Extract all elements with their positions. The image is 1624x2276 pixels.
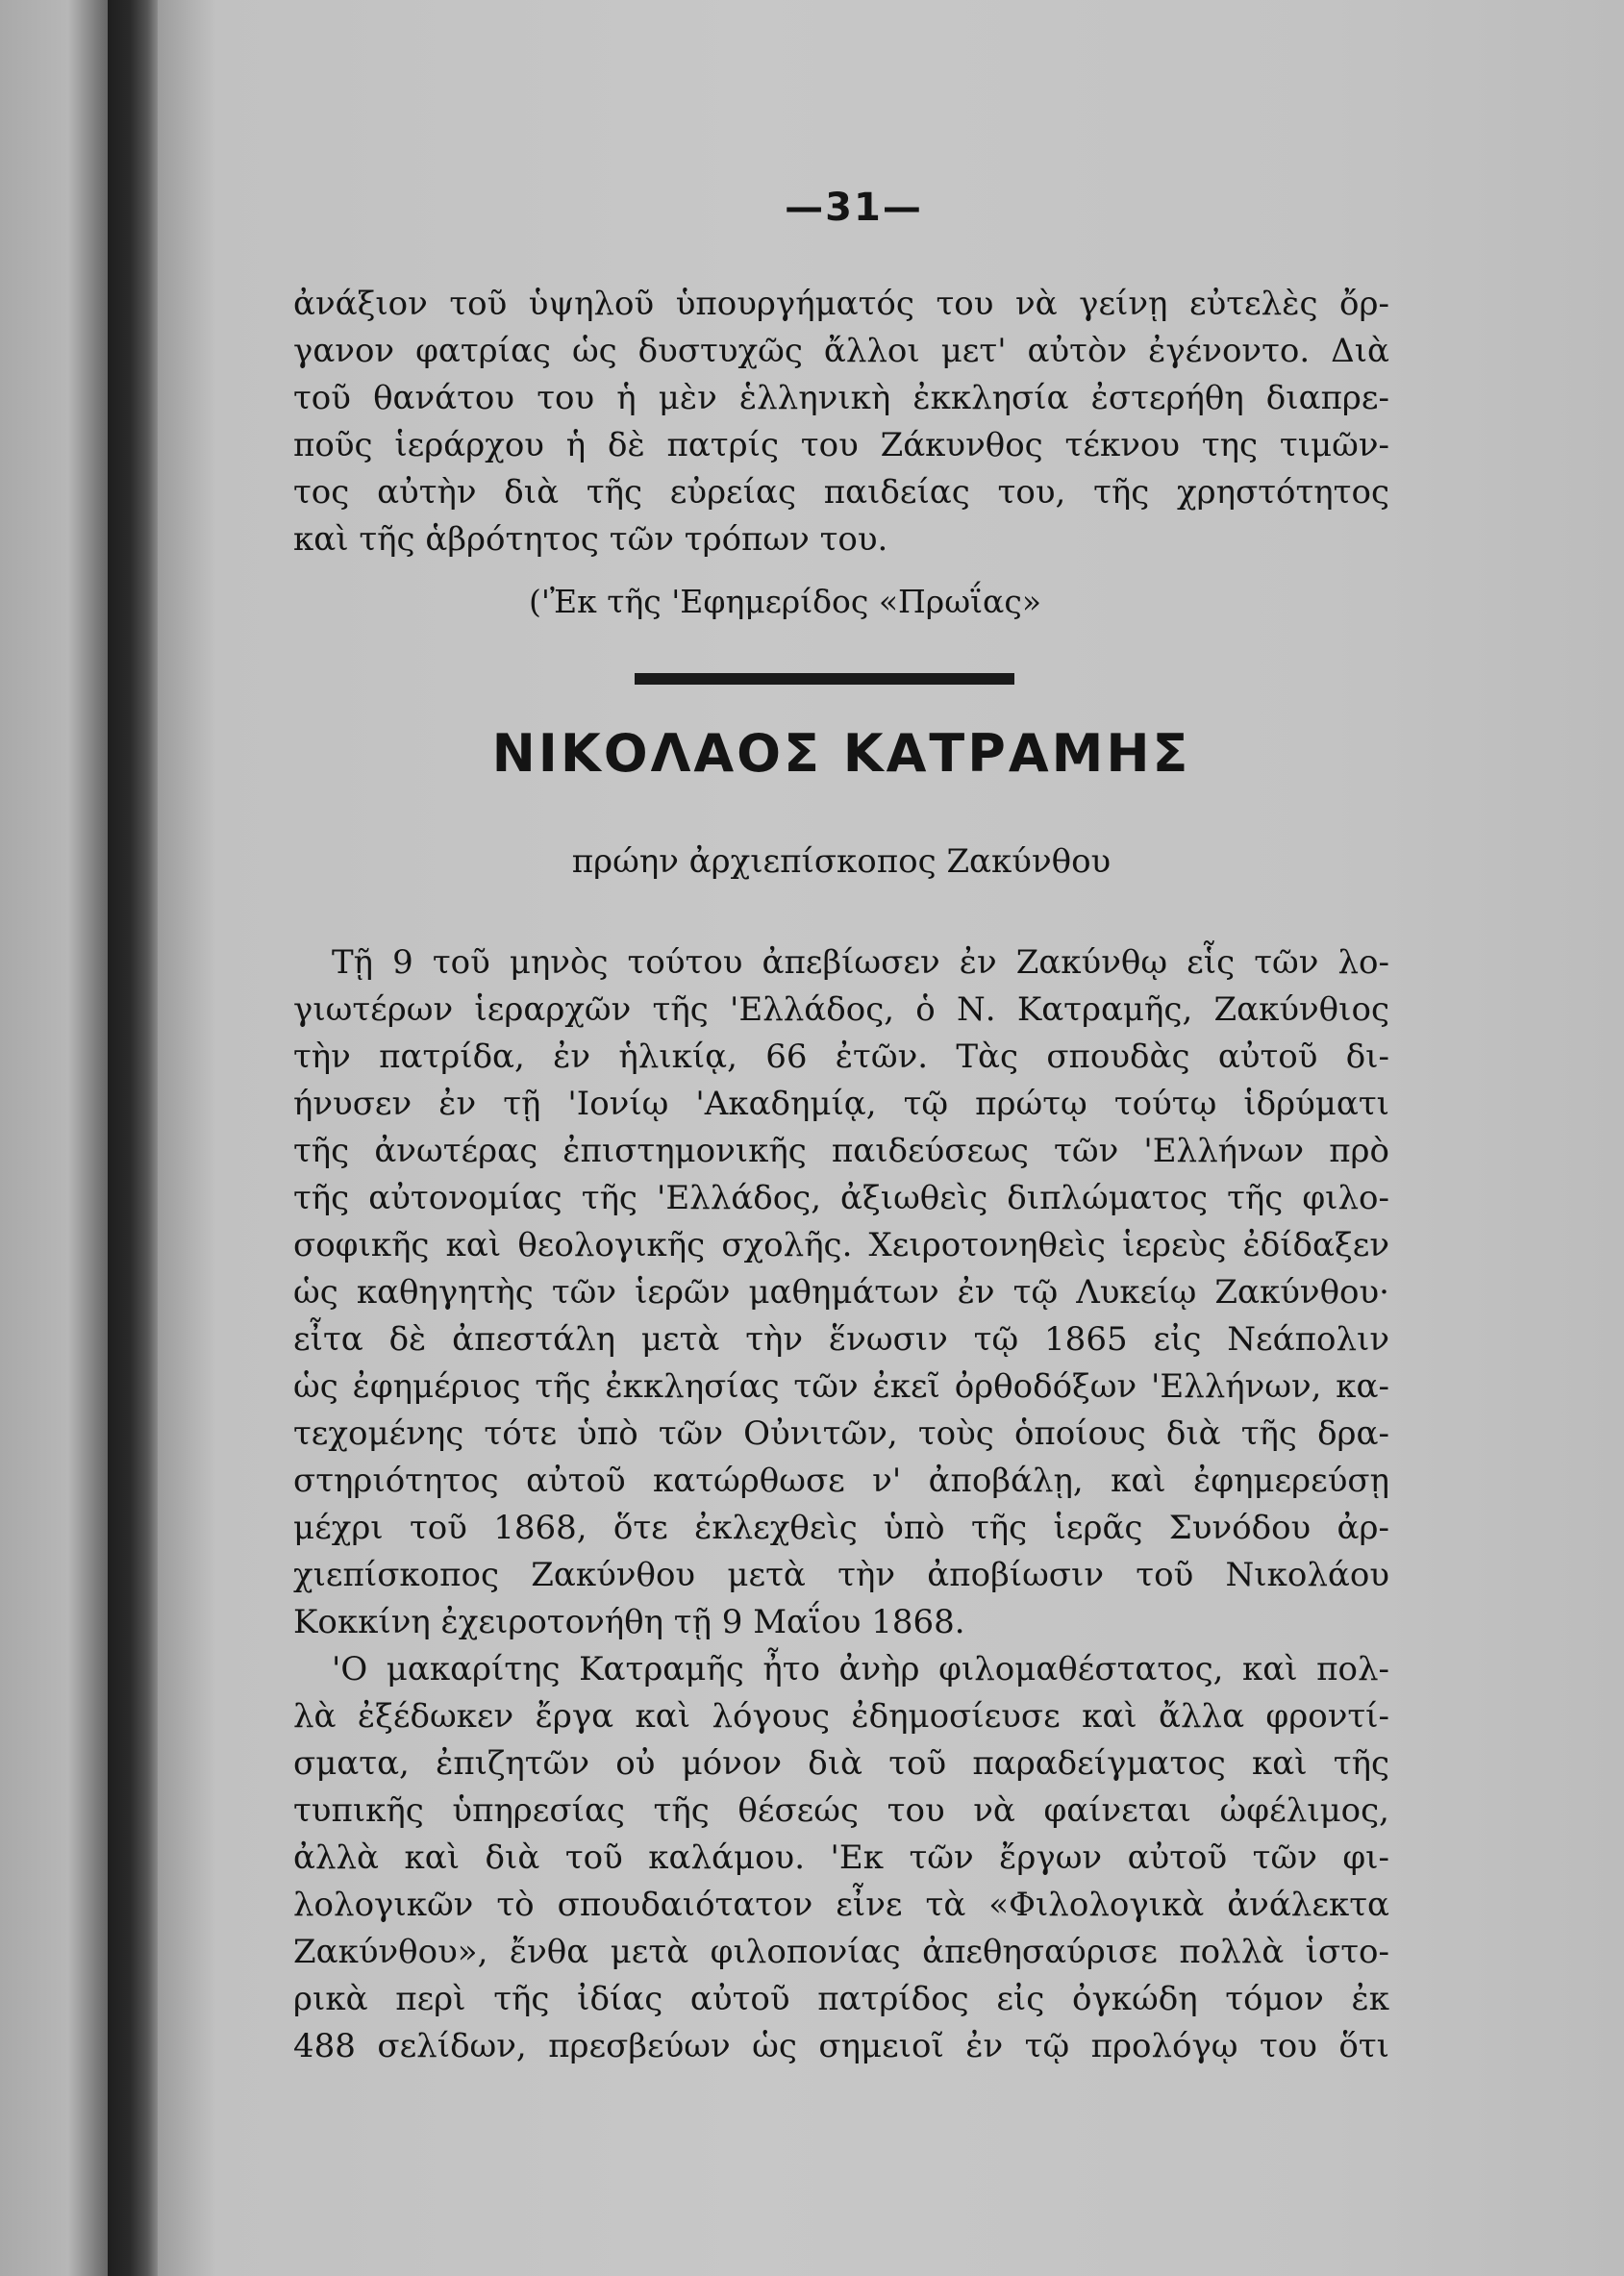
text-line: γανον φατρίας ὡς δυστυχῶς ἄλλοι μετ' αὐτὸν ἐγένοντο. Διὰ (293, 332, 1389, 370)
text-line: σματα, ἐπιζητῶν οὐ μόνον διὰ τοῦ παραδείγματος καὶ τῆς (293, 1744, 1389, 1783)
text-line: 'Ο μακαρίτης Κατραμῆς ἦτο ἀνὴρ φιλομαθέστατος, καὶ πολ- (332, 1650, 1389, 1688)
text-line: σοφικῆς καὶ θεολογικῆς σχολῆς. Χειροτονηθεὶς ἱερεὺς ἐδίδαξεν (293, 1226, 1389, 1264)
text-line: λολογικῶν τὸ σπουδαιότατον εἶνε τὰ «Φιλολογικὰ ἀνάλεκτα (293, 1886, 1389, 1924)
text-line: ὡς ἐφημέριος τῆς ἐκκλησίας τῶν ἐκεῖ ὀρθοδόξων 'Ελλήνων, κα- (293, 1367, 1389, 1406)
text-line: καὶ τῆς ἁβρότητος τῶν τρόπων του. (293, 520, 888, 559)
text-line: ἀλλὰ καὶ διὰ τοῦ καλάμου. 'Εκ τῶν ἔργων αὐτοῦ τῶν φι- (293, 1838, 1389, 1877)
text-line: τυπικῆς ὑπηρεσίας τῆς θέσεώς του νὰ φαίνεται ὠφέλιμος, (293, 1791, 1389, 1830)
text-line: τεχομένης τότε ὑπὸ τῶν Οὐνιτῶν, τοὺς ὁποίους διὰ τῆς δρα- (293, 1414, 1389, 1453)
text-line: γιωτέρων ἱεραρχῶν τῆς 'Ελλάδος, ὁ Ν. Κατραμῆς, Ζακύνθιος (293, 990, 1389, 1029)
article-heading: ΝΙΚΟΛΑΟΣ ΚΑΤΡΑΜΗΣ (491, 723, 1191, 784)
text-line: 488 σελίδων, πρεσβεύων ὡς σημειοῖ ἐν τῷ προλόγῳ του ὅτι (293, 2027, 1389, 2065)
text-line: Τῇ 9 τοῦ μηνὸς τούτου ἀπεβίωσεν ἐν Ζακύνθῳ εἷς τῶν λο- (332, 943, 1389, 982)
book-binding-shadow (108, 0, 158, 2276)
text-line: ήνυσεν ἐν τῇ 'Ιονίῳ 'Ακαδημίᾳ, τῷ πρώτῳ τούτῳ ἱδρύματι (293, 1085, 1389, 1123)
text-line: μέχρι τοῦ 1868, ὅτε ἐκλεχθεὶς ὑπὸ τῆς ἱερᾶς Συνόδου ἀρ- (293, 1509, 1389, 1547)
text-line: τῆς αὐτονομίας τῆς 'Ελλάδος, ἀξιωθεὶς διπλώματος τῆς φιλο- (293, 1179, 1389, 1217)
text-line: ρικὰ περὶ τῆς ἰδίας αὐτοῦ πατρίδος εἰς ὀγκώδη τόμον ἐκ (293, 1980, 1389, 2018)
page-number: —31— (785, 186, 923, 230)
source-citation: ('Ἐκ τῆς 'Εφημερίδος «Πρωΐας» (529, 583, 1042, 620)
text-line: Ζακύνθου», ἔνθα μετὰ φιλοπονίας ἀπεθησαύρισε πολλὰ ἱστο- (293, 1933, 1389, 1971)
text-line: στηριότητος αὐτοῦ κατώρθωσε ν' ἀποβάλῃ, καὶ ἐφημερεύσῃ (293, 1462, 1389, 1500)
text-line: τος αὐτὴν διὰ τῆς εὐρείας παιδείας του, τῆς χρηστότητος (293, 473, 1389, 512)
text-line: ὡς καθηγητὴς τῶν ἱερῶν μαθημάτων ἐν τῷ Λυκείῳ Ζακύνθου· (293, 1273, 1389, 1312)
text-line: τὴν πατρίδα, ἐν ἡλικίᾳ, 66 ἐτῶν. Τὰς σπουδὰς αὐτοῦ δι- (293, 1038, 1389, 1076)
section-divider (635, 673, 1014, 685)
text-line: εἶτα δὲ ἀπεστάλη μετὰ τὴν ἕνωσιν τῷ 1865 εἰς Νεάπολιν (293, 1320, 1389, 1359)
text-line: ποῦς ἱεράρχου ἡ δὲ πατρίς του Ζάκυνθος τέκνου της τιμῶν- (293, 426, 1389, 464)
article-subheading: πρώην ἀρχιεπίσκοπος Ζακύνθου (571, 842, 1112, 881)
text-line: χιεπίσκοπος Ζακύνθου μετὰ τὴν ἀποβίωσιν τοῦ Νικολάου (293, 1556, 1389, 1594)
text-line: τῆς ἀνωτέρας ἐπιστημονικῆς παιδεύσεως τῶν 'Ελλήνων πρὸ (293, 1132, 1389, 1170)
scan-margin (0, 0, 113, 2276)
text-line: ἀνάξιον τοῦ ὑψηλοῦ ὑπουργήματός του νὰ γείνῃ εὐτελὲς ὄρ- (293, 285, 1389, 323)
text-line: τοῦ θανάτου του ἡ μὲν ἑλληνικὴ ἐκκλησία ἐστερήθη διαπρε- (293, 379, 1389, 417)
text-line: λὰ ἐξέδωκεν ἔργα καὶ λόγους ἐδημοσίευσε καὶ ἄλλα φροντί- (293, 1697, 1389, 1736)
text-line: Κοκκίνη ἐχειροτονήθη τῇ 9 Μαΐου 1868. (293, 1603, 965, 1641)
